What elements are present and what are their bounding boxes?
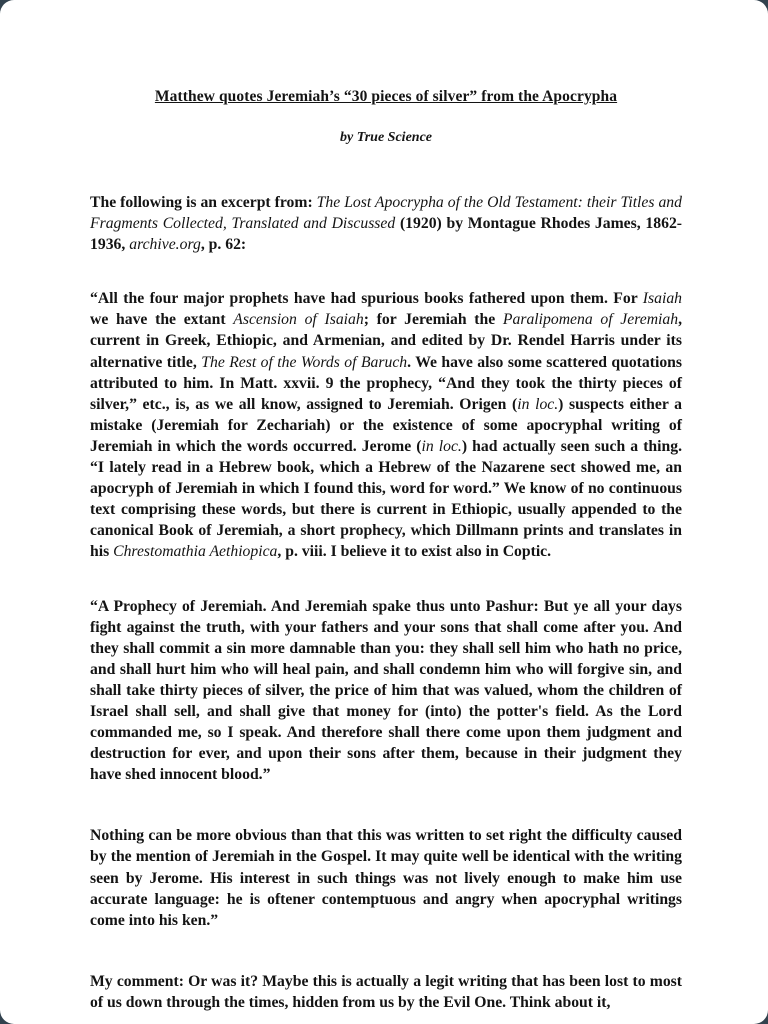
text-segment: Paralipomena of Jeremiah xyxy=(502,311,679,329)
text-segment: My comment: Or was it? Maybe this is actually a legit writing that has been lost to most of us down through the times, hidden from us by the Evil One. Think about it, xyxy=(90,972,682,1011)
text-segment: Ascension of Isaiah xyxy=(233,311,364,329)
text-segment: Chrestomathia Aethiopica xyxy=(113,543,278,561)
text-segment: The Lost Apocrypha of the Old Testament: their Titles and Fragments Collected, Translated and Discussed xyxy=(90,194,682,233)
text-segment: , current in Greek, Ethiopic, and Armenian, and edited by Dr. Rendel Harris under its alternative title, xyxy=(90,311,683,371)
text-segment: ) suspects either a mistake (Jeremiah for Zechariah) or the existence of some apocryphal writing of Jeremiah in which the words occurred. Jerome ( xyxy=(90,395,682,455)
text-segment: Nothing can be more obvious than that this was written to set right the difficulty caused by the mention of Jeremiah in the Gospel. It may quite well be identical with the writing seen by Jerome. His interest in such things was not lively enough to make him use accurate language: he is oftener contemptuous and angry when apocryphal writings come into his ken.” xyxy=(90,827,682,929)
paragraph-excerpt-james xyxy=(90,288,682,562)
paragraph-conclusion-quote xyxy=(90,825,682,930)
document-byline: by True Science xyxy=(339,130,432,145)
text-segment: Isaiah xyxy=(642,290,682,308)
text-segment: “All the four major prophets have had spurious books fathered upon them. For xyxy=(90,290,643,308)
paragraph-intro xyxy=(90,192,682,255)
text-segment: in loc. xyxy=(517,395,559,413)
document-title: Matthew quotes Jeremiah’s “30 pieces of silver” from the Apocrypha xyxy=(154,88,618,105)
text-segment: we have the extant xyxy=(90,311,234,329)
text-segment: ) had actually seen such a thing. “I lately read in a Hebrew book, which a Hebrew of the Nazarene sect showed me, an apocryph of Jeremiah in which I found this, word for word.” We know of no continuous text comprising these words, but there is current in Ethiopic, usually appended to the canonical Book of Jeremiah, a short prophecy, which Dillmann prints and translates in his xyxy=(90,437,682,561)
text-segment: archive.org xyxy=(129,236,201,254)
paragraph-author-comment xyxy=(90,971,682,1013)
text-segment: , p. viii. I believe it to exist also in Coptic. xyxy=(277,543,552,561)
paragraph-prophecy-quote xyxy=(90,596,682,786)
text-segment: The following is an excerpt from: xyxy=(90,194,317,211)
text-segment: The Rest of the Words of Baruch xyxy=(201,353,408,371)
text-segment: ; for Jeremiah the xyxy=(363,311,503,329)
text-segment: (1920) by Montague Rhodes James, 1862-1936, xyxy=(90,215,683,254)
text-segment: in loc. xyxy=(421,437,462,455)
text-segment: “A Prophecy of Jeremiah. And Jeremiah spake thus unto Pashur: But ye all your days fight against the truth, with your fathers and your sons that shall come after you. And they shall commit a sin more damnable than you: they shall sell him who hath no price, and shall hurt him who will heal pain, and shall condemn him who will forgive sin, and shall take thirty pieces of silver, the price of him that was valued, whom the children of Israel shall sell, and shall give that money for (into) the potter's field. As the Lord commanded me, so I speak. And therefore shall there come upon them judgment and destruction for ever, and upon their sons after them, because in their judgment they have shed innocent blood.” xyxy=(90,597,682,784)
text-segment: , p. 62: xyxy=(200,236,247,254)
text-segment: . We have also some scattered quotations attributed to him. In Matt. xxvii. 9 the prophecy, “And they took the thirty pieces of silver,” etc., is, as we all know, assigned to Jeremiah. Origen ( xyxy=(90,353,682,413)
